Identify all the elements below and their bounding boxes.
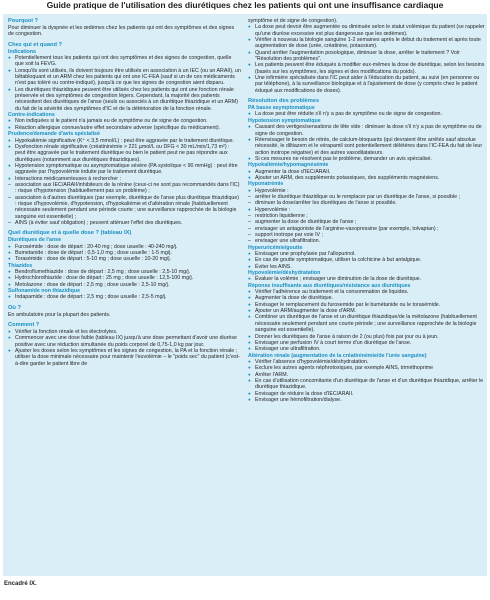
bullet-item: ● Non indiquées si le patient n'a jamais eu de symptôme ou de signe de congestion. xyxy=(8,118,241,124)
bullet-item: ● En cas de goutte symptomatique, utiliser la colchicine à but antalgique. xyxy=(248,257,485,263)
bullet-item: ● Éviter les AINS. xyxy=(248,264,485,270)
subsection-heading: Hypokaliémie/hypomagnésémie xyxy=(248,162,329,169)
bullet-item: ● Donner les diurétiques de l'anse à raison de 2 (ou plus) fois par jour ou à jeun. xyxy=(248,334,485,340)
dash-item: – augmenter la dose de diurétique de l'anse ; xyxy=(248,219,485,225)
bullet-item: ● Ajouter un ARM, des suppléments potassiques, des suppléments magnésiens. xyxy=(248,175,485,181)
bullet-item: ● Évaluer la volémie ; envisager une diminution de la dose de diurétique. xyxy=(248,276,485,282)
bullet-item: ● Envisager le remplacement du furosemide par le bumétanide ou le torasémide. xyxy=(248,302,485,308)
paragraph: En ambulatoire pour la plupart des patients. xyxy=(8,311,111,318)
bullet-item: ● Vérifier l'adhérence au traitement et la consommation de liquides. xyxy=(248,289,485,295)
left-column xyxy=(8,18,241,367)
bullet-item: ● Ajouter un ARM/augmenter la dose d'ARM. xyxy=(248,308,485,314)
bullet-item: ● Envisager une ultrafiltration. xyxy=(248,346,485,352)
bullet-item: ● Envisager de réduire la dose d'IEC/ARAII. xyxy=(248,391,485,397)
bullet-item: ● Causant des vertiges/sensations de tête vide : diminuer la dose s'il n'y a pas de symptôme ou de signe de congestion. xyxy=(248,124,485,137)
bullet-item: ● Furosémide : dose de départ : 20-40 mg ; dose usuelle : 40-240 mg/j. xyxy=(8,244,241,250)
bullet-item: ● Augmenter la dose d'IEC/ARAII. xyxy=(248,169,485,175)
right-column xyxy=(248,18,485,403)
bullet-item: ● Interactions médicamenteuses à rechercher : xyxy=(8,176,241,182)
bullet-item: ● Réenvisager le besoin de nitrés, de calcium-bloquants (qui devraient être arrêtés sauf absolue nécessité, le diltiazem et le vérapamil sont potentiellement délétères dans l'IC-FEA du fait de leur action inotrope négative) et des autres vasodilatateurs. xyxy=(248,137,485,156)
bullet-item: ● En cas d'utilisation concomitante d'un diurétique de l'anse et d'un diurétique thiazidique, arrêter le diurétique thiazidique. xyxy=(248,378,485,391)
bullet-item: ● Potentiellement tous les patients qui ont des symptômes et des signes de congestion, quelle que soit la FEVG. xyxy=(8,55,241,68)
dash-item: – arrêter le diurétique thiazidique ou le remplacer par un diurétique de l'anse, si possible ; xyxy=(248,194,485,200)
bullet-item: ● Hypervolémie : xyxy=(248,207,485,213)
subsection-heading: Prudence/demande d'avis spécialisé xyxy=(8,131,100,138)
bullet-item: ● Metolazone : dose de départ : 2,5 mg ; dose usuelle : 2,5-10 mg/j. xyxy=(8,282,241,288)
dash-item: – support inotrope par voie IV ; xyxy=(248,232,485,238)
bullet-item: ● Réaction allergique connue/autre effet secondaire adverse (spécifique du médicament). xyxy=(8,125,241,131)
section-heading: Pourquoi ? xyxy=(8,18,39,24)
bullet-item: ● Combiner un diurétique de l'anse et un diurétique thiazidique/de la métolazone (habituellement nécessaire seulement pendant une courte période ; une surveillance rapprochée de la biologie sanguine est essentielle). xyxy=(248,314,485,333)
bullet-item: ● Vérifier à nouveau la biologie sanguine 1-2 semaines après le début du traitement et après toute augmentation de dose (urée, créatinine, potassium). xyxy=(248,37,485,50)
bullet-item: ● Vérifier l'absence d'hypovolémie/déshydratation. xyxy=(248,359,485,365)
dash-item: – association aux IEC/ARAII/inhibiteurs de la rénine (ceux-ci ne sont pas recommandés dans l'IC) : risque d'hypotension (habituellement pas un problème) ; xyxy=(8,182,241,195)
dash-item: – diminuer la dose/arrêter les diurétiques de l'anse si possible. xyxy=(248,200,485,206)
bullet-item: ● Envisager une prophylaxie par l'allopurinol. xyxy=(248,251,485,257)
dash-item: – envisager un antagoniste de l'arginine-vasopressine (par exemple, tolvaptan) ; xyxy=(248,226,485,232)
bullet-item: ● La dose peut devoir être augmentée ou diminuée selon le statut volémique du patient (se rappeler qu'une diurèse excessive est plus dangereuse que les œdèmes). xyxy=(248,24,485,37)
box-caption: Encadré IX. xyxy=(4,581,37,587)
subsection-heading: PA basse asymptomatique xyxy=(248,105,315,112)
bullet-item: ● Bendroflumethiazide : dose de départ : 2,5 mg ; dose usuelle : 2,5-10 mg/j. xyxy=(8,269,241,275)
bullet-item: ● Envisager une perfusion IV à court terme d'un diurétique de l'anse. xyxy=(248,340,485,346)
subsection-heading: Hyperuricémie/goutte xyxy=(248,244,303,251)
bullet-item: ● Arrêter l'ARM. xyxy=(248,372,485,378)
bullet-item: ● Exclure les autres agents néphrotoxiques, par exemple AINS, triméthoprime xyxy=(248,365,485,371)
section-heading: Où ? xyxy=(8,304,21,311)
bullet-item: ● Quand arrêter l'augmentation posologique, diminuer la dose, arrêter le traitement ? Voir "Résolution des problèmes". xyxy=(248,50,485,63)
paragraph: Pour diminuer la dyspnée et les œdèmes chez les patients qui ont des symptômes et des signes de congestion. xyxy=(8,25,235,38)
subsection-heading: Sulfonamide non thiazidique xyxy=(8,288,81,295)
section-heading: Comment ? xyxy=(8,322,40,329)
subsection-heading: Hyponatrémie xyxy=(248,181,284,188)
bullet-item: ● Si ces mesures ne résolvent pas le problème, demander un avis spécialisé. xyxy=(248,156,485,162)
bullet-item: ● Les patients peuvent être éduqués à modifier eux-mêmes la dose de diurétique, selon les besoins (basés sur les symptômes, les signes et des modifications du poids). xyxy=(248,62,485,75)
dash-item: – AINS (à éviter sauf obligation) ; peuvent atténuer l'effet des diurétiques. xyxy=(8,220,241,226)
bullet-item: ● Envisager une hémofiltration/dialyse. xyxy=(248,397,485,403)
page-title: Guide pratique de l'utilisation des diurétiques chez les patients qui ont une insuffisance cardiaque xyxy=(46,0,444,10)
bullet-item: ● Torasémide : dose de départ : 5-10 mg ; dose usuelle : 10-20 mg/j. xyxy=(8,256,241,262)
bullet-item: ● Hypokaliémie significative (K⁺ < 3,5 mmol/L) : peut être aggravée par le traitement diurétique. xyxy=(8,138,241,144)
section-heading: Quel diurétique et à quelle dose ? (tableau IX) xyxy=(8,230,132,237)
bullet-item: ● Une infirmière spécialisée dans l'IC peut aider à l'éducation du patient, au suivi (en personne ou par téléphone), à la surveillance biologique et à l'ajustement de dose (y compris chez le patient éduqué aux modifications de doses). xyxy=(248,75,485,94)
bullet-item: ● Indapamide : dose de départ : 2,5 mg ; dose usuelle : 2,5-5 mg/j. xyxy=(8,294,241,300)
subsection-heading: Réponse insuffisante aux diurétiques/résistance aux diurétiques xyxy=(248,282,411,289)
bullet-item: ● Commencer avec une dose faible (tableau IX) jusqu'à une dose permettant d'avoir une diurèse positive avec une réduction simultanée du poids corporel de 0,75-1,0 kg par jour. xyxy=(8,335,241,348)
paragraph: symptôme et de signe de congestion). xyxy=(248,18,338,24)
bullet-item: ● Hydrochlorothiazide : dose de départ : 25 mg ; dose usuelle : 12,5-100 mg/j. xyxy=(8,275,241,281)
subsection-heading: Indications xyxy=(8,48,36,55)
subsection-heading: Diurétiques de l'anse xyxy=(8,237,62,244)
section-heading: Résolution des problèmes xyxy=(248,98,320,105)
bullet-item: ● Dysfonction rénale significative (créatininémie > 221 µmol/L ou DFG < 30 mL/min/1,73 m²) : peut être aggravée par le traitement diurétique ou bien le patient peut ne pas répondre aux diurétiques (notamment aux diurétiques thiazidiques). xyxy=(8,144,241,163)
dash-item: – envisager une ultrafiltration. xyxy=(248,238,485,244)
dash-item: – association à d'autres diurétiques (par exemple, diurétique de l'anse plus diurétique thiazidique) : risque d'hypovolémie, d'hypotension, d'hypokaliémie et d'altération rénale (habituellement nécessaire seulement pendant une période courte ; une surveillance rapprochée de la biologie sanguine est essentielle) ; xyxy=(8,195,241,220)
bullet-item: ● Ajuster les doses selon les symptômes et les signes de congestion, la PA et la fonction rénale ; utiliser la dose minimale nécessaire pour maintenir l'euvolémie – le "poids sec" du patient (c'est-à-dire garder le patient libre de xyxy=(8,348,241,367)
bullet-item: ● Hypovolémie : xyxy=(248,188,485,194)
bullet-item: ● Hypotension symptomatique ou asymptomatique sévère (PA systolique < 90 mmHg) : peut être aggravée par l'hypovolémie induite par le traitement diurétique. xyxy=(8,163,241,176)
section-heading: Chez qui et quand ? xyxy=(8,41,63,48)
subsection-heading: Thiazides xyxy=(8,262,33,269)
bullet-item: ● Bumetanide : dose de départ : 0,5-1,0 mg ; dose usuelle : 1-5 mg/j. xyxy=(8,250,241,256)
dash-item: – restriction liquidienne ; xyxy=(248,213,485,219)
bullet-item: ● La dose peut être réduite s'il n'y a pas de symptôme ou de signe de congestion. xyxy=(248,111,485,117)
subsection-heading: Altération rénale (augmentation de la créatininémie/de l'urée sanguine) xyxy=(248,352,427,359)
bullet-item: ● Vérifier la fonction rénale et les électrolytes. xyxy=(8,329,241,335)
subsection-heading: Hypovolémie/déshydratation xyxy=(248,270,321,277)
bullet-item: ● Augmenter la dose de diurétique. xyxy=(248,295,485,301)
subsection-heading: Hypotension symptomatique xyxy=(248,117,321,124)
subsection-heading: Contre-indications xyxy=(8,112,55,119)
bullet-item: ● Les diurétiques thiazidiques peuvent être utilisés chez les patients qui ont une fonction rénale préservée et des symptômes de congestion légers. Cependant, la majorité des patients nécessitent des diurétiques de l'anse (seuls ou associés à un diurétique thiazidique et un ARM) du fait de la sévérité des symptômes d'IC et de la détérioration de la fonction rénale. xyxy=(8,87,241,112)
bullet-item: ● Lorsqu'ils sont utilisés, ils doivent toujours être utilisés en association à un IEC (ou un ARAII), un bêtabloquant et un ARM chez les patients qui ont une IC-FEA (sauf si un de ces médicaments n'est pas toléré ou contre-indiqué), jusqu'à ce que les signes de congestion aient disparu. xyxy=(8,68,241,87)
